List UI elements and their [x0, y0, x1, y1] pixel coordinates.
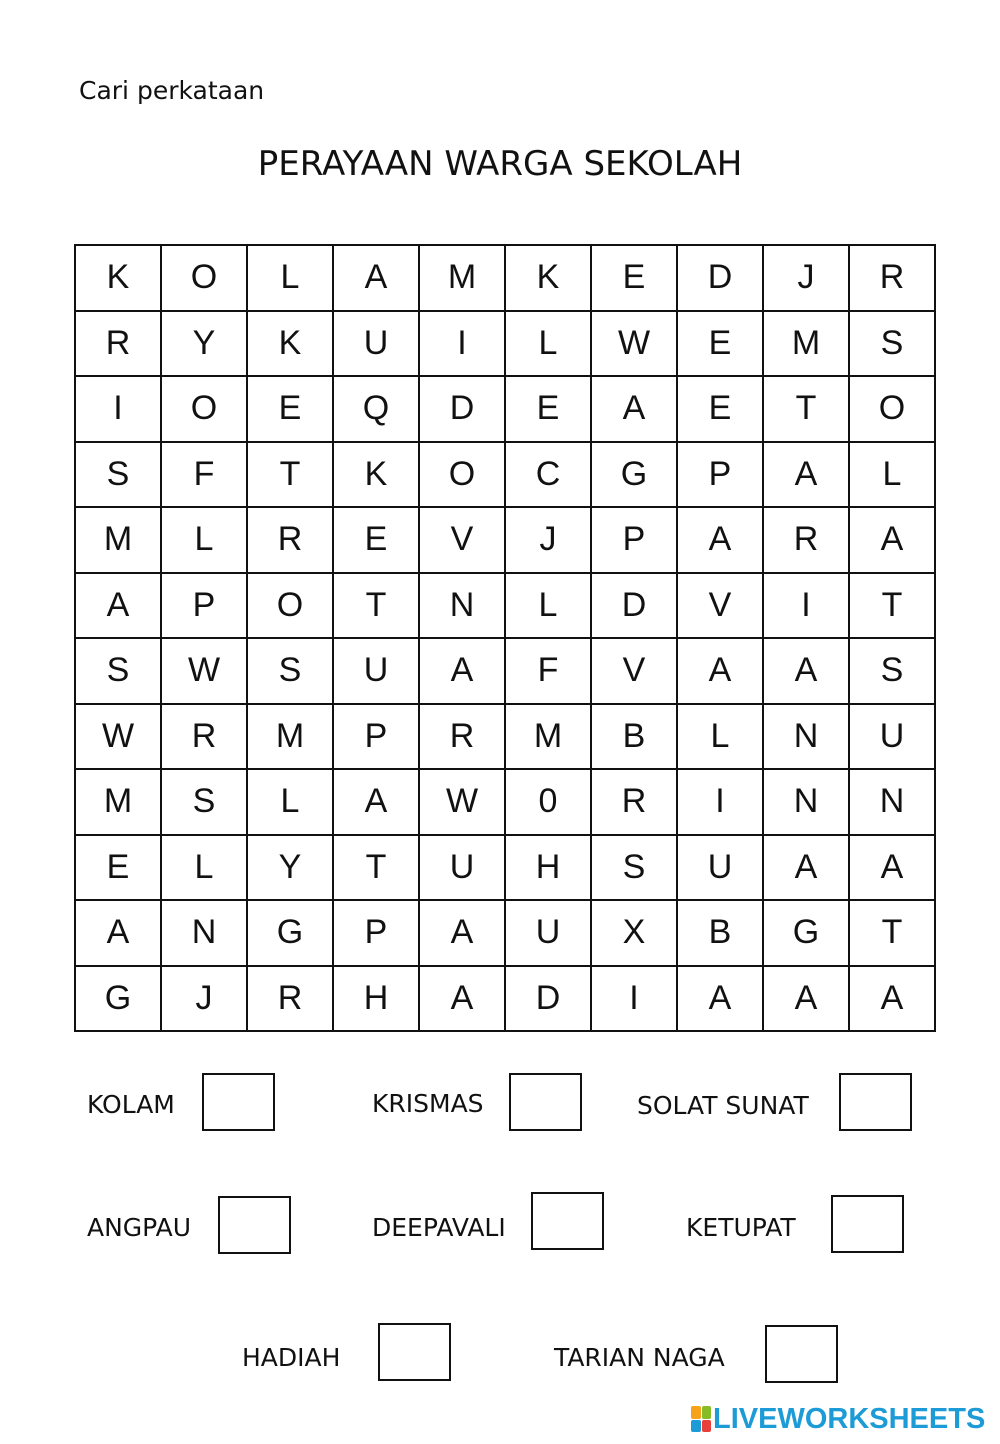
- grid-cell[interactable]: T: [333, 835, 419, 901]
- grid-row: [75, 704, 935, 770]
- instruction-text: Cari perkataan: [79, 76, 265, 105]
- grid-cell[interactable]: D: [591, 573, 677, 639]
- grid-cell[interactable]: O: [161, 245, 247, 311]
- grid-cell[interactable]: J: [763, 245, 849, 311]
- answer-box-solat-sunat[interactable]: [839, 1073, 912, 1131]
- word-label-tarian-naga: TARIAN NAGA: [554, 1343, 725, 1372]
- grid-cell[interactable]: M: [75, 507, 161, 573]
- grid-cell[interactable]: A: [763, 442, 849, 508]
- grid-cell[interactable]: A: [333, 769, 419, 835]
- grid-cell[interactable]: O: [247, 573, 333, 639]
- grid-cell[interactable]: R: [419, 704, 505, 770]
- grid-cell[interactable]: S: [75, 638, 161, 704]
- grid-cell[interactable]: S: [849, 638, 935, 704]
- grid-cell[interactable]: R: [247, 507, 333, 573]
- grid-cell[interactable]: A: [677, 638, 763, 704]
- grid-cell[interactable]: F: [161, 442, 247, 508]
- grid-cell[interactable]: R: [75, 311, 161, 377]
- grid-cell[interactable]: E: [247, 376, 333, 442]
- grid-cell[interactable]: S: [591, 835, 677, 901]
- grid-cell[interactable]: A: [849, 966, 935, 1032]
- liveworksheets-logo-icon: [691, 1406, 711, 1432]
- grid-cell[interactable]: C: [505, 442, 591, 508]
- grid-cell[interactable]: A: [591, 376, 677, 442]
- grid-cell[interactable]: E: [75, 835, 161, 901]
- grid-cell[interactable]: A: [75, 573, 161, 639]
- grid-cell[interactable]: M: [505, 704, 591, 770]
- grid-cell[interactable]: U: [419, 835, 505, 901]
- grid-cell[interactable]: I: [75, 376, 161, 442]
- grid-cell[interactable]: N: [849, 769, 935, 835]
- grid-row: [75, 573, 935, 639]
- grid-cell[interactable]: H: [505, 835, 591, 901]
- grid-cell[interactable]: R: [763, 507, 849, 573]
- grid-cell[interactable]: A: [677, 507, 763, 573]
- grid-cell[interactable]: O: [849, 376, 935, 442]
- grid-cell[interactable]: T: [763, 376, 849, 442]
- grid-cell[interactable]: A: [419, 966, 505, 1032]
- grid-cell[interactable]: A: [419, 900, 505, 966]
- word-label-kolam: KOLAM: [87, 1090, 175, 1119]
- grid-row: [75, 311, 935, 377]
- grid-cell[interactable]: O: [161, 376, 247, 442]
- grid-row: [75, 835, 935, 901]
- grid-cell[interactable]: U: [677, 835, 763, 901]
- grid-cell[interactable]: K: [247, 311, 333, 377]
- grid-cell[interactable]: P: [161, 573, 247, 639]
- grid-cell[interactable]: K: [75, 245, 161, 311]
- word-label-krismas: KRISMAS: [372, 1089, 484, 1118]
- grid-cell[interactable]: P: [677, 442, 763, 508]
- grid-cell[interactable]: A: [677, 966, 763, 1032]
- answer-box-krismas[interactable]: [509, 1073, 582, 1131]
- grid-row: [75, 245, 935, 311]
- grid-cell[interactable]: U: [333, 311, 419, 377]
- grid-cell[interactable]: L: [161, 507, 247, 573]
- grid-row: [75, 376, 935, 442]
- grid-cell[interactable]: A: [763, 835, 849, 901]
- grid-row: [75, 638, 935, 704]
- grid-cell[interactable]: P: [591, 507, 677, 573]
- word-label-ketupat: KETUPAT: [686, 1213, 796, 1242]
- logo-mark-square: [702, 1420, 712, 1433]
- answer-box-tarian-naga[interactable]: [765, 1325, 838, 1383]
- grid-cell[interactable]: A: [333, 245, 419, 311]
- grid-cell[interactable]: B: [591, 704, 677, 770]
- grid-cell[interactable]: S: [247, 638, 333, 704]
- grid-cell[interactable]: R: [849, 245, 935, 311]
- grid-cell[interactable]: T: [333, 573, 419, 639]
- logo-mark-square: [691, 1406, 701, 1419]
- grid-cell[interactable]: U: [849, 704, 935, 770]
- grid-cell[interactable]: 0: [505, 769, 591, 835]
- grid-cell[interactable]: S: [75, 442, 161, 508]
- grid-cell[interactable]: X: [591, 900, 677, 966]
- logo-mark-square: [691, 1420, 701, 1433]
- grid-cell[interactable]: V: [677, 573, 763, 639]
- grid-cell[interactable]: A: [849, 507, 935, 573]
- grid-cell[interactable]: A: [763, 966, 849, 1032]
- grid-row: [75, 966, 935, 1032]
- grid-cell[interactable]: M: [247, 704, 333, 770]
- grid-cell[interactable]: N: [763, 769, 849, 835]
- grid-cell[interactable]: A: [75, 900, 161, 966]
- grid-row: [75, 900, 935, 966]
- grid-cell[interactable]: J: [505, 507, 591, 573]
- grid-cell[interactable]: K: [505, 245, 591, 311]
- grid-cell[interactable]: P: [333, 900, 419, 966]
- grid-cell[interactable]: N: [161, 900, 247, 966]
- answer-box-kolam[interactable]: [202, 1073, 275, 1131]
- grid-cell[interactable]: U: [333, 638, 419, 704]
- grid-row: [75, 442, 935, 508]
- grid-cell[interactable]: Y: [161, 311, 247, 377]
- grid-cell[interactable]: L: [505, 311, 591, 377]
- worksheet-title: PERAYAAN WARGA SEKOLAH: [257, 144, 743, 184]
- grid-cell[interactable]: D: [505, 966, 591, 1032]
- grid-cell[interactable]: O: [419, 442, 505, 508]
- grid-cell[interactable]: B: [677, 900, 763, 966]
- answer-box-hadiah[interactable]: [378, 1323, 451, 1381]
- grid-cell[interactable]: H: [333, 966, 419, 1032]
- grid-cell[interactable]: W: [75, 704, 161, 770]
- grid-cell[interactable]: L: [247, 769, 333, 835]
- grid-cell[interactable]: M: [419, 245, 505, 311]
- grid-cell[interactable]: F: [505, 638, 591, 704]
- word-label-solat-sunat: SOLAT SUNAT: [637, 1091, 809, 1120]
- grid-cell[interactable]: M: [75, 769, 161, 835]
- grid-cell[interactable]: W: [161, 638, 247, 704]
- grid-cell[interactable]: T: [849, 900, 935, 966]
- grid-row: [75, 507, 935, 573]
- grid-cell[interactable]: W: [591, 311, 677, 377]
- grid-cell[interactable]: A: [849, 835, 935, 901]
- word-label-hadiah: HADIAH: [242, 1343, 341, 1372]
- grid-cell[interactable]: G: [247, 900, 333, 966]
- grid-cell[interactable]: N: [419, 573, 505, 639]
- grid-cell[interactable]: T: [247, 442, 333, 508]
- logo-mark-square: [702, 1406, 712, 1419]
- grid-row: [75, 769, 935, 835]
- grid-cell[interactable]: Y: [247, 835, 333, 901]
- grid-cell[interactable]: N: [763, 704, 849, 770]
- grid-cell[interactable]: I: [419, 311, 505, 377]
- grid-cell[interactable]: L: [161, 835, 247, 901]
- grid-cell[interactable]: A: [419, 638, 505, 704]
- grid-cell[interactable]: E: [677, 376, 763, 442]
- answer-box-deepavali[interactable]: [531, 1192, 604, 1250]
- grid-cell[interactable]: I: [677, 769, 763, 835]
- grid-cell[interactable]: V: [419, 507, 505, 573]
- grid-cell[interactable]: E: [677, 311, 763, 377]
- grid-cell[interactable]: S: [161, 769, 247, 835]
- grid-cell[interactable]: G: [763, 900, 849, 966]
- grid-cell[interactable]: U: [505, 900, 591, 966]
- answer-box-angpau[interactable]: [218, 1196, 291, 1254]
- grid-cell[interactable]: P: [333, 704, 419, 770]
- logo-text: LIVEWORKSHEETS: [713, 1402, 986, 1435]
- grid-cell[interactable]: A: [763, 638, 849, 704]
- grid-cell[interactable]: G: [75, 966, 161, 1032]
- grid-cell[interactable]: L: [505, 573, 591, 639]
- grid-cell[interactable]: Q: [333, 376, 419, 442]
- grid-cell[interactable]: K: [333, 442, 419, 508]
- grid-cell[interactable]: T: [849, 573, 935, 639]
- answer-box-ketupat[interactable]: [831, 1195, 904, 1253]
- liveworksheets-logo: [691, 1401, 985, 1437]
- grid-cell[interactable]: J: [161, 966, 247, 1032]
- grid-cell[interactable]: R: [161, 704, 247, 770]
- grid-cell[interactable]: R: [591, 769, 677, 835]
- word-label-deepavali: DEEPAVALI: [372, 1213, 506, 1242]
- grid-cell[interactable]: L: [677, 704, 763, 770]
- grid-cell[interactable]: M: [763, 311, 849, 377]
- grid-cell[interactable]: E: [333, 507, 419, 573]
- grid-cell[interactable]: D: [419, 376, 505, 442]
- word-label-angpau: ANGPAU: [87, 1213, 192, 1242]
- grid-cell[interactable]: V: [591, 638, 677, 704]
- grid-cell[interactable]: W: [419, 769, 505, 835]
- grid-cell[interactable]: L: [849, 442, 935, 508]
- grid-cell[interactable]: L: [247, 245, 333, 311]
- word-search-grid: [74, 244, 936, 1032]
- grid-cell[interactable]: E: [505, 376, 591, 442]
- grid-cell[interactable]: G: [591, 442, 677, 508]
- grid-cell[interactable]: I: [591, 966, 677, 1032]
- grid-cell[interactable]: E: [591, 245, 677, 311]
- grid-cell[interactable]: I: [763, 573, 849, 639]
- grid-cell[interactable]: R: [247, 966, 333, 1032]
- grid-cell[interactable]: D: [677, 245, 763, 311]
- grid-cell[interactable]: S: [849, 311, 935, 377]
